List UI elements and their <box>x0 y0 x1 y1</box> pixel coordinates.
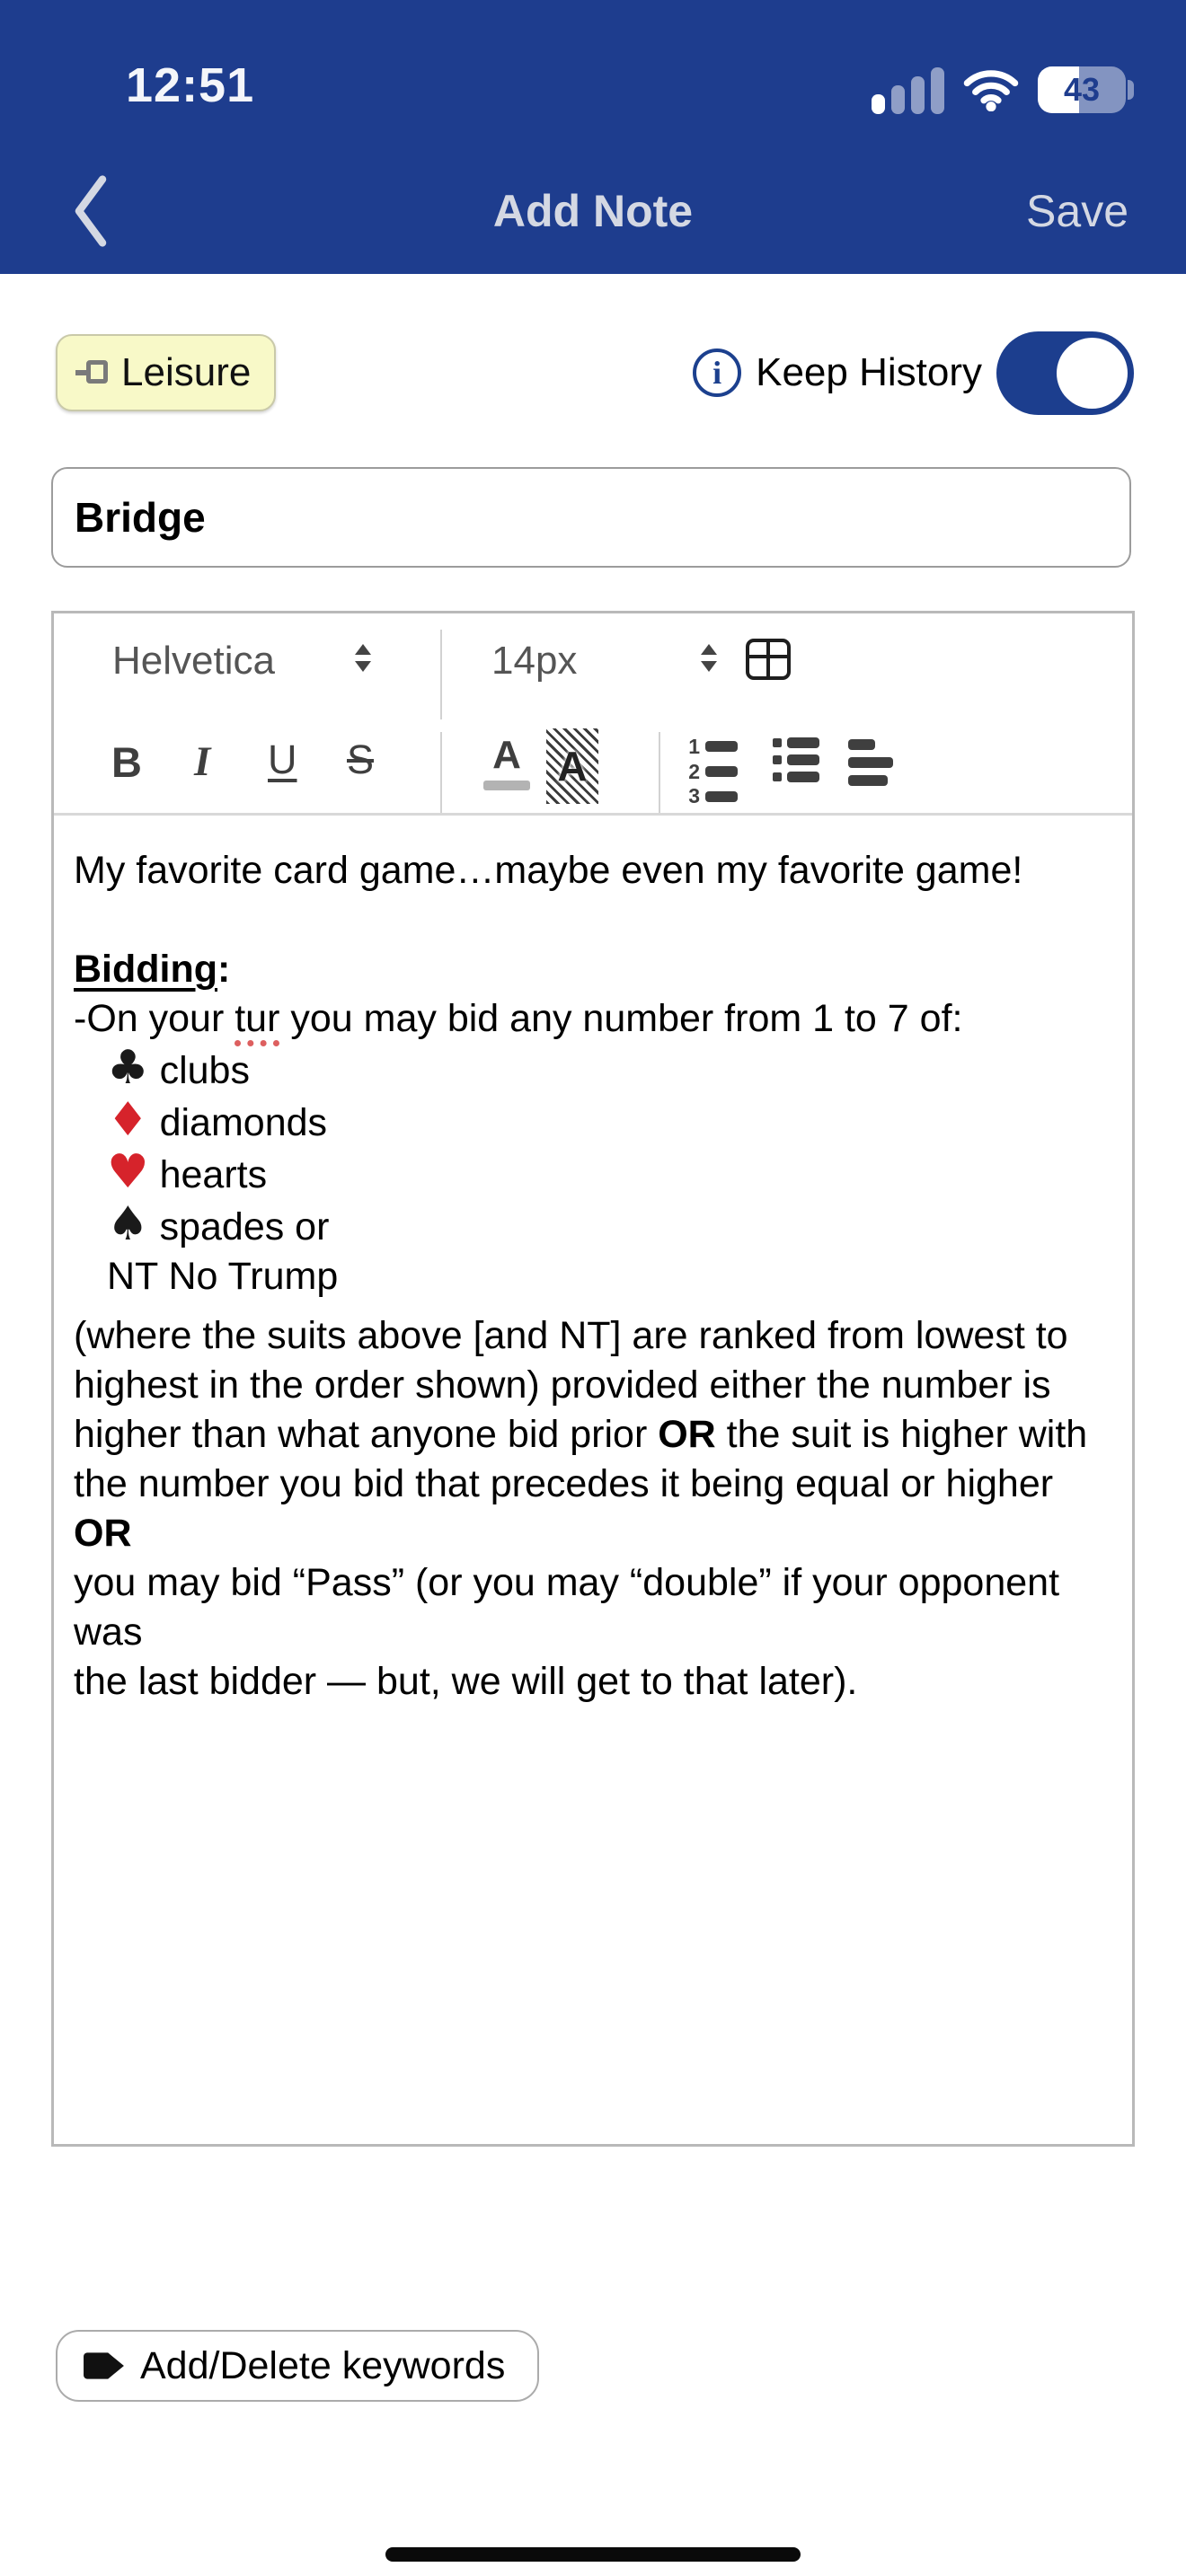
note-line <box>74 994 1114 1044</box>
keep-history-toggle[interactable] <box>996 331 1134 415</box>
text-segment: -On your <box>74 997 235 1040</box>
add-delete-keywords-button[interactable] <box>56 2330 539 2402</box>
text-segment: the number you bid that precedes it being equal or higher <box>74 1462 1065 1505</box>
tag-outline-icon <box>75 359 108 386</box>
text-segment: Bidding <box>74 948 218 991</box>
text-segment: highest in the order shown) provided either the number is <box>74 1363 1051 1407</box>
note-line <box>74 1041 1114 1096</box>
red-suit-glyph: ♦ <box>107 1093 149 1147</box>
toolbar-divider <box>659 732 660 815</box>
tag-filled-icon <box>83 2350 126 2382</box>
app-header <box>0 0 1186 274</box>
note-line <box>74 1361 1114 1410</box>
note-line <box>74 846 1114 895</box>
note-line <box>74 1657 1114 1707</box>
toolbar-divider <box>440 732 442 815</box>
info-icon[interactable]: i <box>693 348 741 397</box>
note-title-input[interactable] <box>51 467 1131 568</box>
note-line <box>74 895 1114 945</box>
note-line <box>74 1197 1114 1252</box>
red-suit-glyph: ♥ <box>107 1145 149 1199</box>
italic-button[interactable]: I <box>194 738 211 785</box>
toolbar-divider <box>440 630 442 719</box>
status-time: 12:51 <box>126 58 255 112</box>
text-segment: you may bid any number from 1 to 7 of: <box>279 997 963 1040</box>
battery-percent: 43 <box>1063 71 1101 108</box>
editor-toolbar <box>54 613 1132 813</box>
keep-history-label: Keep History <box>756 350 982 394</box>
note-line <box>74 1252 1114 1301</box>
text-segment: higher than what anyone bid prior <box>74 1413 659 1456</box>
text-segment: NT No Trump <box>107 1255 339 1298</box>
highlight-color-icon[interactable]: A <box>546 728 598 804</box>
cellular-signal-icon <box>872 66 944 114</box>
wifi-icon <box>962 68 1020 111</box>
page-title: Add Note <box>492 186 694 236</box>
font-family-stepper-icon[interactable] <box>355 644 371 672</box>
font-family-select[interactable]: Helvetica <box>112 639 275 683</box>
note-line <box>74 1093 1114 1148</box>
note-line <box>74 1145 1114 1200</box>
text-segment: My favorite card game…maybe even my favorite game! <box>74 849 1023 892</box>
text-segment: OR <box>658 1413 716 1456</box>
note-line <box>74 1311 1114 1361</box>
black-suit-glyph: ♠ <box>107 1197 149 1251</box>
note-line <box>74 1558 1114 1657</box>
bold-button[interactable]: B <box>111 738 142 786</box>
text-segment: hearts <box>148 1153 268 1196</box>
note-line <box>74 1460 1114 1558</box>
home-indicator[interactable] <box>385 2547 801 2562</box>
bullet-list-icon[interactable] <box>773 737 819 782</box>
status-icons <box>872 63 1134 117</box>
note-title-value: Bridge <box>75 494 206 541</box>
font-size-select[interactable]: 14px <box>491 639 578 683</box>
text-segment: tur <box>235 997 280 1040</box>
font-size-stepper-icon[interactable] <box>701 644 717 672</box>
toggle-knob <box>1057 338 1128 409</box>
save-button[interactable]: Save <box>1026 186 1128 236</box>
keep-history-group <box>693 331 1134 415</box>
category-chip-leisure[interactable] <box>56 334 276 411</box>
note-line <box>74 1410 1114 1460</box>
strikethrough-button[interactable]: S <box>347 737 375 782</box>
text-segment: OR <box>74 1512 132 1555</box>
black-suit-glyph: ♣ <box>107 1041 149 1095</box>
note-line <box>74 945 1114 994</box>
ordered-list-icon[interactable]: 1 2 3 <box>686 737 738 806</box>
text-segment: (where the suits above [and NT] are ranked from lowest to <box>74 1314 1068 1357</box>
text-segment: the suit is higher with <box>715 1413 1088 1456</box>
text-segment: the last bidder — but, we will get to that later). <box>74 1660 858 1703</box>
note-editor <box>51 611 1135 2147</box>
battery-icon <box>1038 66 1134 113</box>
text-color-icon[interactable]: A <box>483 736 530 790</box>
text-segment: diamonds <box>148 1101 328 1144</box>
note-content[interactable] <box>54 816 1132 2144</box>
keywords-button-label: Add/Delete keywords <box>140 2343 506 2387</box>
underline-button[interactable]: U <box>268 737 297 782</box>
insert-table-icon[interactable] <box>746 639 791 680</box>
text-segment: spades or <box>148 1205 330 1248</box>
align-icon[interactable] <box>848 739 893 786</box>
text-segment: you may bid “Pass” (or you may “double” if your opponent was <box>74 1561 1070 1654</box>
category-chip-label: Leisure <box>121 350 252 394</box>
text-segment: clubs <box>148 1049 250 1092</box>
text-segment: : <box>217 948 231 991</box>
